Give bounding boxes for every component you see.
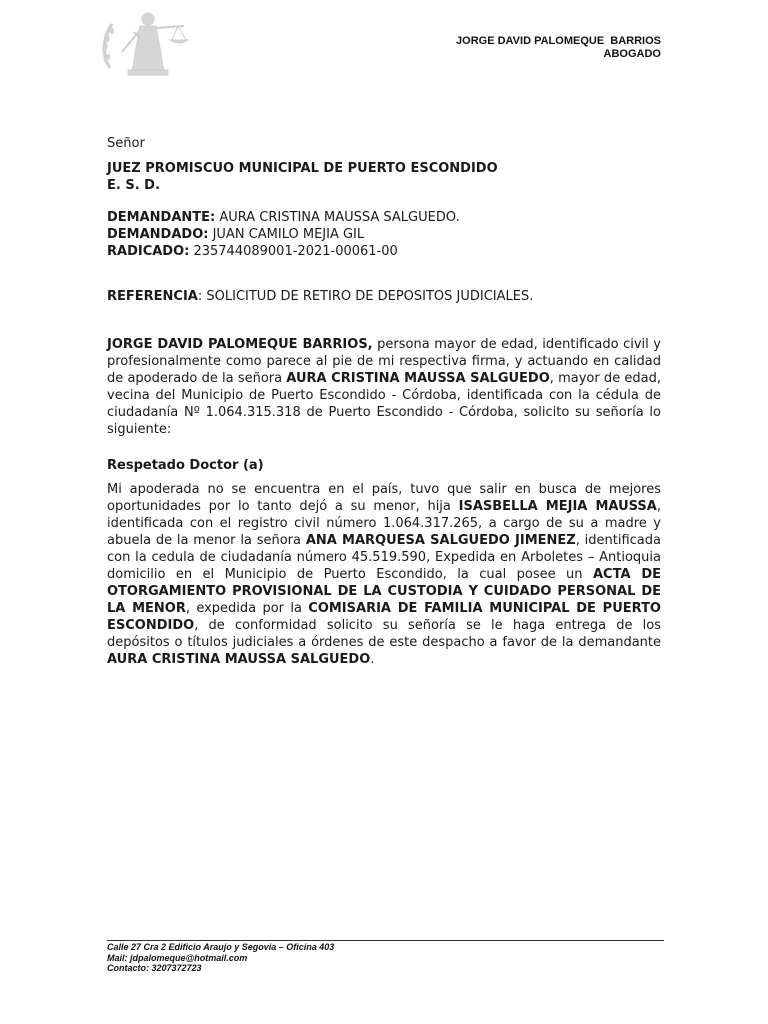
footer-divider — [107, 940, 664, 941]
intro-text-1: persona mayor de edad, identificado civil y profesionalmente como parece al pie de mi respectiva firma, y actuando en calidad de apoderado de la señora — [107, 337, 661, 386]
defendant-line — [107, 226, 661, 243]
main-text-1: Mi apoderada no se encuentra en el país, tuvo que salir en busca de mejores oportunidades por lo tanto dejó a su menor, hija — [107, 482, 661, 514]
court-block — [107, 160, 661, 194]
footer-mail: Mail: jdpalomeque@hotmail.com — [107, 952, 248, 963]
main-text-5: , de conformidad solicito su señoría se le haga entrega de los depósitos o títulos judiciales a órdenes de este despacho a favor de la demandante — [107, 618, 661, 650]
plaintiff-value: AURA CRISTINA MAUSSA SALGUEDO. — [215, 210, 460, 225]
salutation: Señor — [107, 136, 145, 151]
main-text-2: , identificada con el registro civil número 1.064.317.265, a cargo de su a madre y abuela de la menor la señora — [107, 499, 661, 548]
intro-text-2: , mayor de edad, vecina del Municipio de Puerto Escondido - Córdoba, identificada con la cédula de ciudadanía Nº 1.064.315.318 de Puerto Escondido - Córdoba, solicito su señoría lo siguiente: — [107, 371, 661, 437]
greeting: Respetado Doctor (a) — [107, 458, 264, 473]
filed-label: RADICADO: — [107, 244, 190, 259]
defendant-label: DEMANDADO: — [107, 227, 209, 242]
reference-block — [107, 288, 661, 305]
parties-block — [107, 209, 661, 260]
family-office: COMISARIA DE FAMILIA MUNICIPAL DE PUERTO ESCONDIDO — [107, 601, 661, 633]
footer-address: Calle 27 Cra 2 Edificio Araujo y Segovia – Oficina 403 — [107, 942, 335, 952]
intro-lawyer-name: JORGE DAVID PALOMEQUE BARRIOS, — [107, 337, 373, 352]
lawyer-title: ABOGADO — [603, 48, 661, 60]
main-text-6: . — [370, 652, 375, 667]
main-text-3: , identificada con la cedula de ciudadanía número 45.519.590, Expedida en Arboletes – Antioquia domicilio en el Municipio de Puerto Escondido, la cual posee un — [107, 533, 661, 582]
lady-justice-logo-icon — [98, 8, 198, 76]
filed-value: 235744089001-2021-00061-00 — [189, 244, 398, 259]
plaintiff-label: DEMANDANTE: — [107, 210, 216, 225]
minor-name: ISASBELLA MEJIA MAUSSA — [458, 499, 657, 514]
main-paragraph — [107, 481, 661, 668]
greeting-block — [107, 457, 661, 474]
plaintiff-line — [107, 209, 661, 226]
lawyer-name: JORGE DAVID PALOMEQUE BARRIOS — [456, 35, 661, 47]
reference-line — [107, 288, 661, 305]
footer-contact: Contacto: 3207372723 — [107, 963, 202, 973]
main-text-4: , expedida por la — [185, 601, 309, 616]
court-name: JUEZ PROMISCUO MUNICIPAL DE PUERTO ESCONDIDO — [107, 161, 498, 176]
main-client-name: AURA CRISTINA MAUSSA SALGUEDO — [107, 652, 371, 667]
defendant-value: JUAN CAMILO MEJIA GIL — [208, 227, 365, 242]
addressee-block — [107, 135, 661, 152]
custody-act: ACTA DE OTORGAMIENTO PROVISIONAL DE LA CUSTODIA Y CUIDADO PERSONAL DE LA MENOR — [107, 567, 662, 616]
letterhead — [456, 35, 661, 61]
intro-client-name: AURA CRISTINA MAUSSA SALGUEDO — [286, 371, 550, 386]
intro-paragraph — [107, 336, 661, 438]
grandmother-name: ANA MARQUESA SALGUEDO JIMENEZ — [305, 533, 576, 548]
filed-line — [107, 243, 661, 260]
footer — [107, 942, 664, 974]
esd-line: E. S. D. — [107, 178, 160, 193]
reference-value: : SOLICITUD DE RETIRO DE DEPOSITOS JUDICIALES. — [197, 289, 534, 304]
reference-label: REFERENCIA — [107, 289, 198, 304]
